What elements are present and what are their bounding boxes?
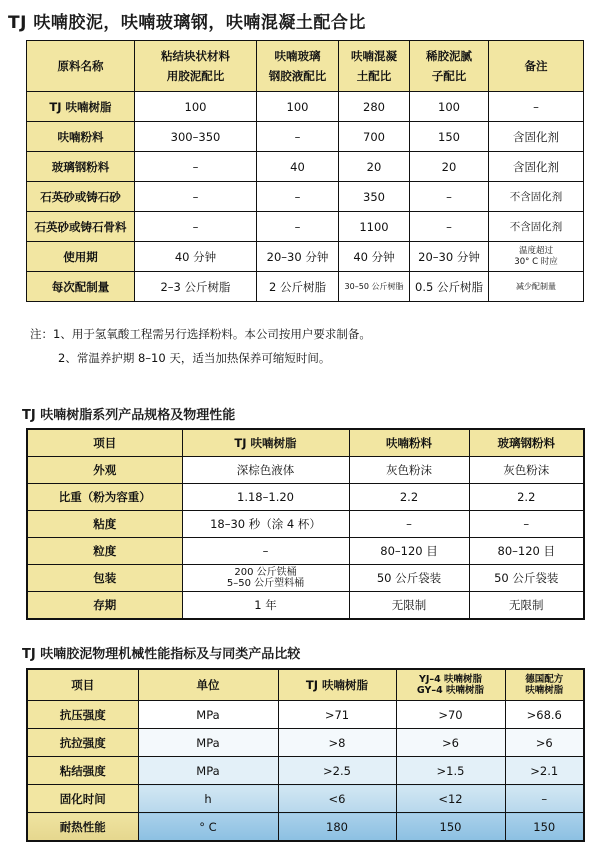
- mix-cell: 20–30 分钟: [410, 242, 489, 272]
- compare-section-title: TJ 呋喃胶泥物理机械性能指标及与同类产品比较: [22, 647, 301, 662]
- spec-cell: 1 年: [182, 592, 349, 620]
- mix-cell: 40: [257, 152, 339, 182]
- spec-row-label: 包装: [27, 565, 182, 592]
- mix-row: [27, 92, 584, 122]
- compare-row: [27, 813, 584, 842]
- mix-cell: 100: [135, 92, 257, 122]
- compare-cell: h: [138, 785, 278, 813]
- mix-cell: 350: [339, 182, 410, 212]
- compare-cell: ° C: [138, 813, 278, 842]
- compare-cell: >1.5: [396, 757, 505, 785]
- compare-row: [27, 701, 584, 729]
- compare-row-label: 抗压强度: [27, 701, 138, 729]
- compare-cell: 180: [278, 813, 396, 842]
- compare-cell: <6: [278, 785, 396, 813]
- compare-row-label: 耐热性能: [27, 813, 138, 842]
- mix-cell: 100: [410, 92, 489, 122]
- spec-cell: 80–120 目: [349, 538, 469, 565]
- spec-row-label: 比重（粉为容重）: [27, 484, 182, 511]
- spec-header-row: [27, 429, 584, 457]
- mix-cell: 20–30 分钟: [257, 242, 339, 272]
- mix-cell: –: [135, 152, 257, 182]
- compare-cell: >70: [396, 701, 505, 729]
- mix-cell: 减少配制量: [489, 272, 584, 302]
- mix-cell: 700: [339, 122, 410, 152]
- compare-header-cell: 德国配方 呋喃树脂: [505, 669, 584, 701]
- mix-cell: –: [135, 212, 257, 242]
- mix-row: [27, 272, 584, 302]
- compare-cell: >8: [278, 729, 396, 757]
- mix-cell: 不含固化剂: [489, 182, 584, 212]
- compare-cell: MPa: [138, 757, 278, 785]
- spec-row: [27, 538, 584, 565]
- mix-cell: 含固化剂: [489, 122, 584, 152]
- mix-cell: –: [410, 212, 489, 242]
- mix-row: [27, 242, 584, 272]
- spec-cell: 80–120 目: [469, 538, 584, 565]
- note-1: 注：1、用于氢氧酸工程需另行选择粉料。本公司按用户要求制备。: [30, 327, 371, 341]
- compare-cell: >68.6: [505, 701, 584, 729]
- compare-cell: MPa: [138, 729, 278, 757]
- mix-cell: 温度超过 30° C 时应: [489, 242, 584, 272]
- spec-row: [27, 484, 584, 511]
- mix-row-label: TJ 呋喃树脂: [27, 92, 135, 122]
- spec-row-label: 外观: [27, 457, 182, 484]
- mix-cell: 20: [339, 152, 410, 182]
- mix-cell: 0.5 公斤树脂: [410, 272, 489, 302]
- spec-cell: 深棕色液体: [182, 457, 349, 484]
- spec-row-label: 粒度: [27, 538, 182, 565]
- mix-row: [27, 122, 584, 152]
- mix-cell: 2 公斤树脂: [257, 272, 339, 302]
- compare-header-cell: 项目: [27, 669, 138, 701]
- spec-row-label: 存期: [27, 592, 182, 620]
- compare-table: [26, 668, 585, 842]
- mix-cell: 20: [410, 152, 489, 182]
- mix-row: [27, 212, 584, 242]
- mix-header-row: [27, 41, 584, 92]
- spec-cell: 50 公斤袋装: [349, 565, 469, 592]
- mix-cell: –: [257, 122, 339, 152]
- mix-cell: 40 分钟: [339, 242, 410, 272]
- compare-row: [27, 757, 584, 785]
- compare-header-row: [27, 669, 584, 701]
- mix-cell: –: [410, 182, 489, 212]
- spec-table: [26, 428, 585, 620]
- spec-row: [27, 511, 584, 538]
- spec-cell: 无限制: [349, 592, 469, 620]
- compare-header-cell: 单位: [138, 669, 278, 701]
- mix-header-cell: 呋喃混凝 土配比: [339, 41, 410, 92]
- spec-header-cell: 玻璃钢粉料: [469, 429, 584, 457]
- spec-cell: –: [349, 511, 469, 538]
- spec-row: [27, 592, 584, 620]
- mix-row-label: 使用期: [27, 242, 135, 272]
- mix-cell: 280: [339, 92, 410, 122]
- compare-header-cell: YJ–4 呋喃树脂 GY–4 呋喃树脂: [396, 669, 505, 701]
- mix-cell: 150: [410, 122, 489, 152]
- mix-cell: 100: [257, 92, 339, 122]
- spec-section-title: TJ 呋喃树脂系列产品规格及物理性能: [22, 408, 236, 423]
- mix-row: [27, 152, 584, 182]
- spec-cell: –: [469, 511, 584, 538]
- compare-header-cell: TJ 呋喃树脂: [278, 669, 396, 701]
- compare-cell: –: [505, 785, 584, 813]
- compare-cell: 150: [396, 813, 505, 842]
- spec-row-label: 粘度: [27, 511, 182, 538]
- compare-row-label: 抗拉强度: [27, 729, 138, 757]
- notes: [30, 322, 371, 370]
- compare-row-label: 固化时间: [27, 785, 138, 813]
- mix-header-cell: 原料名称: [27, 41, 135, 92]
- compare-cell: >2.1: [505, 757, 584, 785]
- spec-header-cell: 呋喃粉料: [349, 429, 469, 457]
- compare-cell: >6: [505, 729, 584, 757]
- compare-cell: >2.5: [278, 757, 396, 785]
- mix-cell: 不含固化剂: [489, 212, 584, 242]
- mix-cell: –: [257, 212, 339, 242]
- mix-row-label: 玻璃钢粉料: [27, 152, 135, 182]
- spec-cell: 1.18–1.20: [182, 484, 349, 511]
- compare-cell: >71: [278, 701, 396, 729]
- compare-cell: MPa: [138, 701, 278, 729]
- mix-cell: 含固化剂: [489, 152, 584, 182]
- spec-row: [27, 565, 584, 592]
- mix-row-label: 每次配制量: [27, 272, 135, 302]
- spec-cell: 灰色粉沫: [469, 457, 584, 484]
- mix-header-cell: 呋喃玻璃 钢胶液配比: [257, 41, 339, 92]
- spec-header-cell: 项目: [27, 429, 182, 457]
- mix-cell: 1100: [339, 212, 410, 242]
- mix-header-cell: 稀胶泥腻 子配比: [410, 41, 489, 92]
- mix-header-cell: 粘结块状材料 用胶泥配比: [135, 41, 257, 92]
- spec-cell: 200 公斤铁桶 5–50 公斤塑料桶: [182, 565, 349, 592]
- mix-cell: 30–50 公斤树脂: [339, 272, 410, 302]
- spec-cell: 18–30 秒（涂 4 杯）: [182, 511, 349, 538]
- spec-cell: 2.2: [349, 484, 469, 511]
- spec-row: [27, 457, 584, 484]
- compare-cell: <12: [396, 785, 505, 813]
- compare-cell: 150: [505, 813, 584, 842]
- mix-row-label: 石英砂或铸石骨料: [27, 212, 135, 242]
- mix-header-cell: 备注: [489, 41, 584, 92]
- mix-cell: –: [257, 182, 339, 212]
- compare-row: [27, 785, 584, 813]
- mix-row-label: 石英砂或铸石砂: [27, 182, 135, 212]
- spec-cell: –: [182, 538, 349, 565]
- mix-row: [27, 182, 584, 212]
- mix-cell: 300–350: [135, 122, 257, 152]
- compare-row-label: 粘结强度: [27, 757, 138, 785]
- mix-ratio-table: [26, 40, 584, 302]
- page-title: TJ 呋喃胶泥，呋喃玻璃钢，呋喃混凝土配合比: [8, 13, 366, 33]
- spec-cell: 无限制: [469, 592, 584, 620]
- spec-cell: 2.2: [469, 484, 584, 511]
- spec-cell: 50 公斤袋装: [469, 565, 584, 592]
- note-2: 2、常温养护期 8–10 天，适当加热保养可缩短时间。: [58, 351, 331, 365]
- spec-header-cell: TJ 呋喃树脂: [182, 429, 349, 457]
- mix-cell: 40 分钟: [135, 242, 257, 272]
- compare-cell: >6: [396, 729, 505, 757]
- mix-cell: 2–3 公斤树脂: [135, 272, 257, 302]
- mix-row-label: 呋喃粉料: [27, 122, 135, 152]
- spec-cell: 灰色粉沫: [349, 457, 469, 484]
- mix-cell: –: [135, 182, 257, 212]
- mix-cell: –: [489, 92, 584, 122]
- compare-row: [27, 729, 584, 757]
